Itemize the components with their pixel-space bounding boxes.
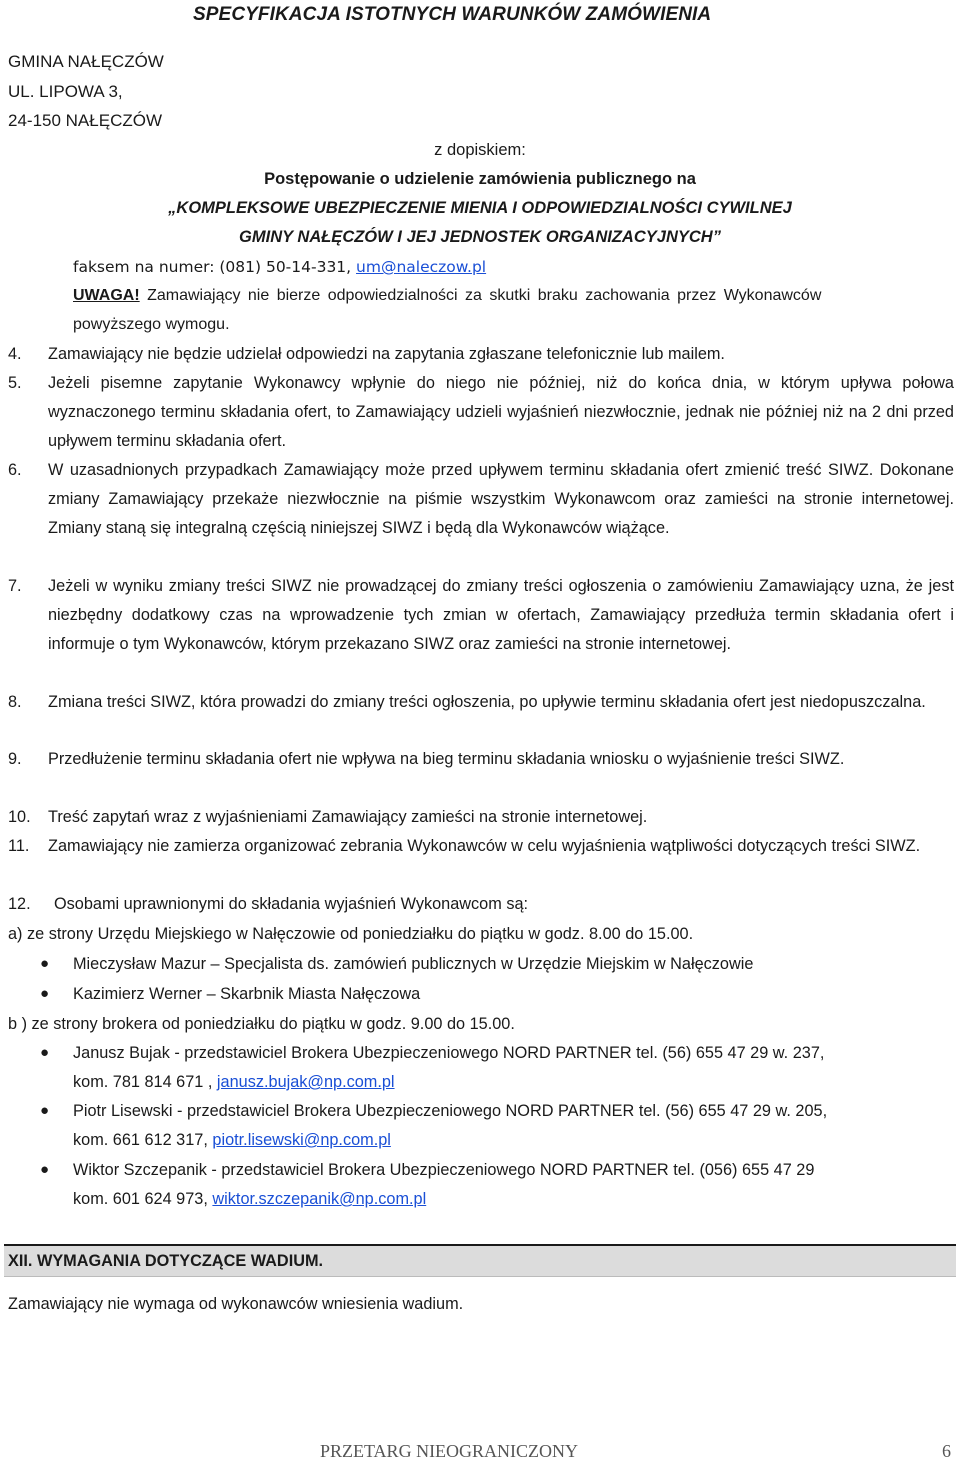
list-item-7-number: 7.	[8, 577, 22, 595]
address-line-3: 24-150 NAŁĘCZÓW	[8, 111, 162, 130]
section-bar	[4, 1244, 956, 1277]
fax-line	[73, 258, 486, 276]
list-item-8-number: 8.	[8, 693, 22, 711]
list-item-12-text: Osobami uprawnionymi do składania wyjaśnień Wykonawcom są:	[54, 895, 529, 913]
list-item-4-number: 4.	[8, 345, 22, 363]
uwaga-line-1	[73, 287, 821, 305]
list-item-6-number: 6.	[8, 461, 22, 479]
list-item-7-text: Jeżeli w wyniku zmiany treści SIWZ nie prowadzącej do zmiany treści ogłoszenia o zamówieniu Zamawiający uzna, że jest niezbędny dodatkowy czas na wprowadzenie tych zmian w ofertach, Zamawiający przedłuża termin składania ofert i informuje o tym Wykonawców, którym przekazano SIWZ oraz zamieści na stronie internetowej.	[48, 577, 954, 653]
bullet-icon: ●	[40, 1102, 50, 1119]
contact-3-line-1: Wiktor Szczepanik - przedstawiciel Brokera Ubezpieczeniowego NORD PARTNER tel. (056) 655 47 29	[73, 1161, 815, 1179]
contact-2-phone: kom. 661 612 317,	[73, 1131, 213, 1149]
title-line-3: GMINY NAŁĘCZÓW I JEJ JEDNOSTEK ORGANIZACYJNYCH”	[239, 228, 721, 246]
fax-email-link[interactable]: um@naleczow.pl	[356, 258, 487, 276]
bullet-a-1: Mieczysław Mazur – Specjalista ds. zamówień publicznych w Urzędzie Miejskim w Nałęczowie	[73, 955, 754, 973]
bullet-icon: ●	[40, 1161, 50, 1178]
contact-3-phone: kom. 601 624 973,	[73, 1190, 213, 1208]
list-item-10-number: 10.	[8, 808, 31, 826]
list-item-5-text: Jeżeli pisemne zapytanie Wykonawcy wpłynie do niego nie później, niż do końca dnia, w którym upływa połowa wyznaczonego terminu składania ofert, to Zamawiający udzieli wyjaśnień niezwłocznie, jednak nie później niż na 2 dni przed upływem terminu składania ofert.	[48, 374, 954, 450]
address-line-1: GMINA NAŁĘCZÓW	[8, 52, 164, 71]
contact-2-line-2	[73, 1131, 391, 1150]
contact-2-line-1: Piotr Lisewski - przedstawiciel Brokera Ubezpieczeniowego NORD PARTNER tel. (56) 655 47 29 w. 205,	[73, 1102, 828, 1120]
uwaga-label: UWAGA!	[73, 287, 140, 304]
group-b-heading: b ) ze strony brokera od poniedziałku do piątku w godz. 9.00 do 15.00.	[8, 1015, 515, 1033]
title-line-2: „KOMPLEKSOWE UBEZPIECZENIE MIENIA I ODPOWIEDZIALNOŚCI CYWILNEJ	[168, 199, 792, 217]
group-a-heading: a) ze strony Urzędu Miejskiego w Nałęczowie od poniedziałku do piątku w godz. 8.00 do 15.00.	[8, 925, 694, 943]
contact-1-email-link[interactable]: janusz.bujak@np.com.pl	[216, 1073, 395, 1091]
page-header: SPECYFIKACJA ISTOTNYCH WARUNKÓW ZAMÓWIENIA	[193, 4, 712, 25]
section-title: XII. WYMAGANIA DOTYCZĄCE WADIUM.	[8, 1252, 324, 1270]
contact-1-line-2	[73, 1073, 395, 1092]
list-item-5-number: 5.	[8, 374, 22, 392]
footer-label: PRZETARG NIEOGRANICZONY	[320, 1441, 579, 1461]
section-body: Zamawiający nie wymaga od wykonawców wniesienia wadium.	[8, 1295, 464, 1313]
fax-text: faksem na numer: (081) 50-14-331,	[73, 258, 357, 276]
uwaga-text: Zamawiający nie bierze odpowiedzialności za skutki braku zachowania przez Wykonawców	[139, 287, 822, 304]
list-item-6-text: W uzasadnionych przypadkach Zamawiający może przed upływem terminu składania ofert zmienić treść SIWZ. Dokonane zmiany Zamawiający przekaże niezwłocznie na piśmie wszystkim Wykonawcom oraz zamieści na stronie internetowej. Zmiany staną się integralną częścią niniejszej SIWZ i będą dla Wykonawców wiążące.	[48, 461, 954, 537]
address-line-2: UL. LIPOWA 3,	[8, 82, 123, 101]
uwaga-line-2: powyższego wymogu.	[73, 316, 230, 333]
contact-3-line-2	[73, 1190, 426, 1209]
bullet-icon: ●	[40, 1044, 50, 1061]
list-item-4-text: Zamawiający nie będzie udzielał odpowiedzi na zapytania zgłaszane telefonicznie lub mailem.	[48, 345, 725, 363]
bullet-icon: ●	[40, 985, 50, 1002]
list-item-9-number: 9.	[8, 750, 22, 768]
bullet-icon: ●	[40, 955, 50, 972]
contact-1-phone: kom. 781 814 671 ,	[73, 1073, 217, 1091]
list-item-10-text: Treść zapytań wraz z wyjaśnieniami Zamawiający zamieści na stronie internetowej.	[48, 808, 648, 826]
contact-2-email-link[interactable]: piotr.lisewski@np.com.pl	[212, 1131, 391, 1149]
list-item-11-number: 11.	[8, 837, 30, 855]
list-item-12-number: 12.	[8, 895, 31, 913]
contact-1-line-1: Janusz Bujak - przedstawiciel Brokera Ubezpieczeniowego NORD PARTNER tel. (56) 655 47 29 w. 237,	[73, 1044, 825, 1062]
page-number: 6	[942, 1441, 951, 1461]
list-item-9-text: Przedłużenie terminu składania ofert nie wpływa na bieg terminu składania wniosku o wyjaśnienie treści SIWZ.	[48, 750, 845, 768]
title-line-1: Postępowanie o udzielenie zamówienia publicznego na	[264, 170, 696, 188]
contact-3-email-link[interactable]: wiktor.szczepanik@np.com.pl	[212, 1190, 427, 1208]
annotation-note: z dopiskiem:	[434, 141, 526, 159]
list-item-8-text: Zmiana treści SIWZ, która prowadzi do zmiany treści ogłoszenia, po upływie terminu składania ofert jest niedopuszczalna.	[48, 693, 926, 711]
list-item-11-text: Zamawiający nie zamierza organizować zebrania Wykonawców w celu wyjaśnienia wątpliwości dotyczących treści SIWZ.	[48, 837, 921, 855]
bullet-a-2: Kazimierz Werner – Skarbnik Miasta Nałęczowa	[73, 985, 421, 1003]
